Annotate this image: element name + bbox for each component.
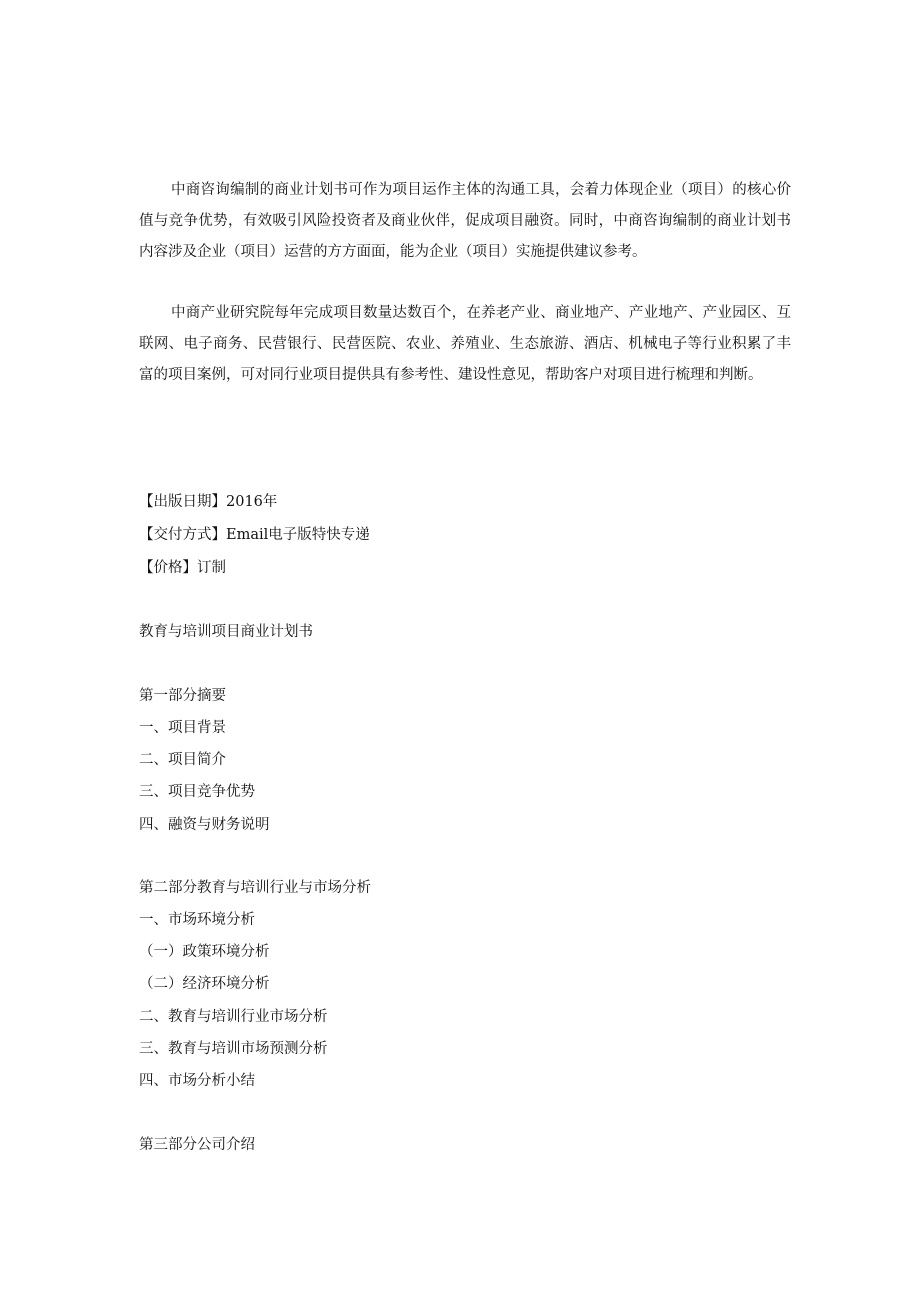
toc-part2-item: （一）政策环境分析 bbox=[139, 944, 270, 960]
publish-date: 【出版日期】2016年 bbox=[139, 494, 278, 510]
toc-part2-item: 二、教育与培训行业市场分析 bbox=[139, 1009, 328, 1025]
toc-part1-item: 三、项目竞争优势 bbox=[139, 784, 255, 800]
toc-part2-item: 三、教育与培训市场预测分析 bbox=[139, 1041, 328, 1057]
intro-paragraph-1: 中商咨询编制的商业计划书可作为项目运作主体的沟通工具，会着力体现企业（项目）的核心价值与竞争优势，有效吸引风险投资者及商业伙伴，促成项目融资。同时，中商咨询编制的商业计划书内容涉及企业（项目）运营的方方面面，能为企业（项目）实施提供建议参考。 bbox=[139, 182, 791, 260]
toc-part2-title: 第二部分教育与培训行业与市场分析 bbox=[139, 880, 371, 896]
toc-part2-item: （二）经济环境分析 bbox=[139, 976, 270, 992]
toc-part3-title: 第三部分公司介绍 bbox=[139, 1137, 255, 1153]
intro-paragraph-2: 中商产业研究院每年完成项目数量达数百个，在养老产业、商业地产、产业地产、产业园区、互联网、电子商务、民营银行、民营医院、农业、养殖业、生态旅游、酒店、机械电子等行业积累了丰富的项目案例，可对同行业项目提供具有参考性、建设性意见，帮助客户对项目进行梳理和判断。 bbox=[139, 305, 791, 383]
toc-part1-title: 第一部分摘要 bbox=[139, 688, 226, 704]
delivery-method: 【交付方式】Email电子版特快专递 bbox=[139, 527, 370, 543]
toc-part1-item: 二、项目简介 bbox=[139, 752, 226, 768]
toc-part1-item: 一、项目背景 bbox=[139, 720, 226, 736]
price: 【价格】订制 bbox=[139, 560, 226, 576]
document-title: 教育与培训项目商业计划书 bbox=[139, 624, 313, 640]
toc-part2-item: 四、市场分析小结 bbox=[139, 1073, 255, 1089]
toc-part2-item: 一、市场环境分析 bbox=[139, 912, 255, 928]
toc-part1-item: 四、融资与财务说明 bbox=[139, 817, 270, 833]
